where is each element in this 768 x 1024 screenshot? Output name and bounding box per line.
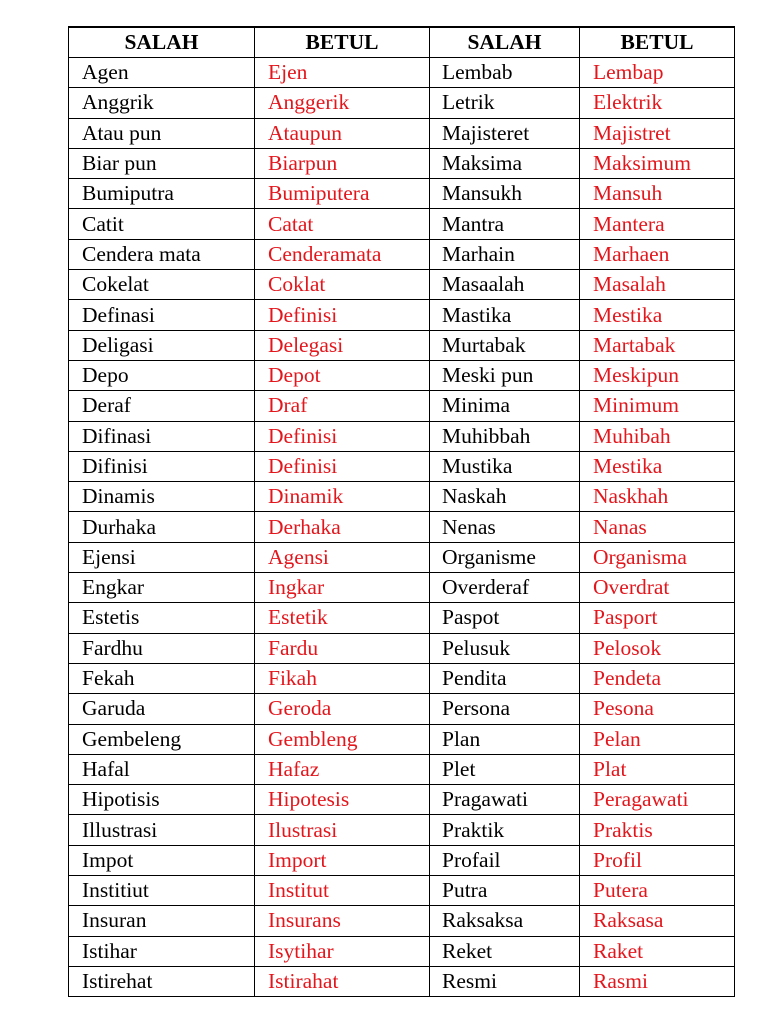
salah-word-1: Fardhu	[69, 633, 255, 663]
table-row	[69, 542, 735, 572]
betul-word-1: Definisi	[255, 300, 430, 330]
salah-word-2: Lembab	[430, 58, 580, 88]
betul-word-1: Insurans	[255, 906, 430, 936]
salah-word-1: Garuda	[69, 694, 255, 724]
salah-word-1: Impot	[69, 845, 255, 875]
betul-word-2: Pelan	[580, 724, 735, 754]
salah-word-1: Insuran	[69, 906, 255, 936]
betul-word-1: Geroda	[255, 694, 430, 724]
betul-word-2: Overdrat	[580, 573, 735, 603]
table-row	[69, 966, 735, 996]
table-row	[69, 936, 735, 966]
betul-word-2: Raket	[580, 936, 735, 966]
salah-word-2: Mastika	[430, 300, 580, 330]
salah-word-2: Plan	[430, 724, 580, 754]
betul-word-2: Nanas	[580, 512, 735, 542]
betul-word-2: Elektrik	[580, 88, 735, 118]
salah-word-2: Overderaf	[430, 573, 580, 603]
salah-word-2: Pragawati	[430, 785, 580, 815]
betul-word-1: Depot	[255, 360, 430, 390]
salah-word-2: Mansukh	[430, 179, 580, 209]
salah-word-1: Hipotisis	[69, 785, 255, 815]
header-salah-2: SALAH	[430, 27, 580, 58]
betul-word-1: Hipotesis	[255, 785, 430, 815]
salah-word-2: Marhain	[430, 239, 580, 269]
betul-word-2: Pesona	[580, 694, 735, 724]
betul-word-2: Putera	[580, 876, 735, 906]
table-row	[69, 785, 735, 815]
table-row	[69, 815, 735, 845]
salah-word-2: Plet	[430, 754, 580, 784]
table-row	[69, 270, 735, 300]
table-row	[69, 512, 735, 542]
table-row	[69, 633, 735, 663]
salah-word-2: Minima	[430, 391, 580, 421]
salah-word-2: Pendita	[430, 663, 580, 693]
salah-word-1: Depo	[69, 360, 255, 390]
betul-word-2: Maksimum	[580, 148, 735, 178]
table-row	[69, 694, 735, 724]
betul-word-1: Import	[255, 845, 430, 875]
table-row	[69, 58, 735, 88]
salah-word-1: Deraf	[69, 391, 255, 421]
salah-word-1: Deligasi	[69, 330, 255, 360]
betul-word-2: Masalah	[580, 270, 735, 300]
betul-word-1: Coklat	[255, 270, 430, 300]
salah-word-2: Resmi	[430, 966, 580, 996]
salah-word-1: Istihar	[69, 936, 255, 966]
salah-word-1: Cendera mata	[69, 239, 255, 269]
salah-word-2: Masaalah	[430, 270, 580, 300]
betul-word-2: Mestika	[580, 451, 735, 481]
table-row	[69, 906, 735, 936]
betul-word-1: Cenderamata	[255, 239, 430, 269]
salah-word-1: Durhaka	[69, 512, 255, 542]
table-row	[69, 421, 735, 451]
salah-betul-table	[68, 26, 735, 997]
salah-word-2: Organisme	[430, 542, 580, 572]
table-row	[69, 300, 735, 330]
salah-word-1: Institiut	[69, 876, 255, 906]
salah-word-2: Majisteret	[430, 118, 580, 148]
betul-word-1: Definisi	[255, 421, 430, 451]
table-row	[69, 573, 735, 603]
table-row	[69, 663, 735, 693]
betul-word-2: Martabak	[580, 330, 735, 360]
betul-word-1: Bumiputera	[255, 179, 430, 209]
table-row	[69, 391, 735, 421]
betul-word-1: Ingkar	[255, 573, 430, 603]
betul-word-2: Muhibah	[580, 421, 735, 451]
salah-word-1: Fekah	[69, 663, 255, 693]
table-row	[69, 330, 735, 360]
betul-word-1: Gembleng	[255, 724, 430, 754]
salah-word-1: Illustrasi	[69, 815, 255, 845]
betul-word-1: Dinamik	[255, 482, 430, 512]
betul-word-2: Mestika	[580, 300, 735, 330]
header-betul-1: BETUL	[255, 27, 430, 58]
table-row	[69, 845, 735, 875]
salah-word-1: Atau pun	[69, 118, 255, 148]
table-row	[69, 209, 735, 239]
salah-word-1: Hafal	[69, 754, 255, 784]
betul-word-2: Mantera	[580, 209, 735, 239]
header-betul-2: BETUL	[580, 27, 735, 58]
table-row	[69, 754, 735, 784]
header-salah-1: SALAH	[69, 27, 255, 58]
salah-word-1: Ejensi	[69, 542, 255, 572]
table-row	[69, 360, 735, 390]
table-header	[69, 27, 735, 58]
table-body	[69, 58, 735, 997]
salah-word-2: Praktik	[430, 815, 580, 845]
salah-word-1: Biar pun	[69, 148, 255, 178]
salah-word-2: Meski pun	[430, 360, 580, 390]
salah-word-2: Profail	[430, 845, 580, 875]
betul-word-1: Biarpun	[255, 148, 430, 178]
salah-word-1: Istirehat	[69, 966, 255, 996]
betul-word-2: Plat	[580, 754, 735, 784]
salah-word-1: Agen	[69, 58, 255, 88]
betul-word-2: Minimum	[580, 391, 735, 421]
betul-word-1: Estetik	[255, 603, 430, 633]
betul-word-1: Isytihar	[255, 936, 430, 966]
salah-word-1: Bumiputra	[69, 179, 255, 209]
betul-word-2: Pasport	[580, 603, 735, 633]
header-row	[69, 27, 735, 58]
salah-word-1: Anggrik	[69, 88, 255, 118]
salah-word-1: Dinamis	[69, 482, 255, 512]
salah-word-1: Estetis	[69, 603, 255, 633]
table-row	[69, 603, 735, 633]
salah-word-1: Gembeleng	[69, 724, 255, 754]
betul-word-2: Marhaen	[580, 239, 735, 269]
table-row	[69, 451, 735, 481]
betul-word-2: Meskipun	[580, 360, 735, 390]
betul-word-2: Raksasa	[580, 906, 735, 936]
salah-word-1: Difinisi	[69, 451, 255, 481]
betul-word-1: Agensi	[255, 542, 430, 572]
betul-word-2: Profil	[580, 845, 735, 875]
betul-word-2: Naskhah	[580, 482, 735, 512]
betul-word-1: Istirahat	[255, 966, 430, 996]
table-row	[69, 118, 735, 148]
betul-word-1: Ataupun	[255, 118, 430, 148]
betul-word-2: Praktis	[580, 815, 735, 845]
word-correction-sheet	[68, 26, 735, 997]
betul-word-1: Anggerik	[255, 88, 430, 118]
betul-word-1: Ilustrasi	[255, 815, 430, 845]
betul-word-2: Pendeta	[580, 663, 735, 693]
betul-word-1: Derhaka	[255, 512, 430, 542]
betul-word-1: Definisi	[255, 451, 430, 481]
salah-word-2: Mustika	[430, 451, 580, 481]
table-row	[69, 724, 735, 754]
betul-word-2: Pelosok	[580, 633, 735, 663]
betul-word-2: Organisma	[580, 542, 735, 572]
salah-word-2: Naskah	[430, 482, 580, 512]
salah-word-2: Raksaksa	[430, 906, 580, 936]
salah-word-2: Persona	[430, 694, 580, 724]
salah-word-2: Murtabak	[430, 330, 580, 360]
betul-word-1: Institut	[255, 876, 430, 906]
betul-word-2: Majistret	[580, 118, 735, 148]
table-row	[69, 88, 735, 118]
table-row	[69, 148, 735, 178]
salah-word-2: Letrik	[430, 88, 580, 118]
salah-word-2: Mantra	[430, 209, 580, 239]
betul-word-1: Fikah	[255, 663, 430, 693]
betul-word-2: Rasmi	[580, 966, 735, 996]
salah-word-2: Nenas	[430, 512, 580, 542]
betul-word-2: Peragawati	[580, 785, 735, 815]
betul-word-1: Fardu	[255, 633, 430, 663]
salah-word-2: Paspot	[430, 603, 580, 633]
betul-word-1: Ejen	[255, 58, 430, 88]
betul-word-1: Hafaz	[255, 754, 430, 784]
salah-word-2: Pelusuk	[430, 633, 580, 663]
salah-word-1: Cokelat	[69, 270, 255, 300]
table-row	[69, 179, 735, 209]
table-row	[69, 482, 735, 512]
salah-word-2: Muhibbah	[430, 421, 580, 451]
betul-word-1: Catat	[255, 209, 430, 239]
salah-word-2: Reket	[430, 936, 580, 966]
betul-word-2: Mansuh	[580, 179, 735, 209]
salah-word-1: Engkar	[69, 573, 255, 603]
salah-word-1: Definasi	[69, 300, 255, 330]
betul-word-1: Delegasi	[255, 330, 430, 360]
salah-word-2: Putra	[430, 876, 580, 906]
table-row	[69, 239, 735, 269]
table-row	[69, 876, 735, 906]
salah-word-1: Catit	[69, 209, 255, 239]
betul-word-2: Lembap	[580, 58, 735, 88]
betul-word-1: Draf	[255, 391, 430, 421]
salah-word-2: Maksima	[430, 148, 580, 178]
salah-word-1: Difinasi	[69, 421, 255, 451]
